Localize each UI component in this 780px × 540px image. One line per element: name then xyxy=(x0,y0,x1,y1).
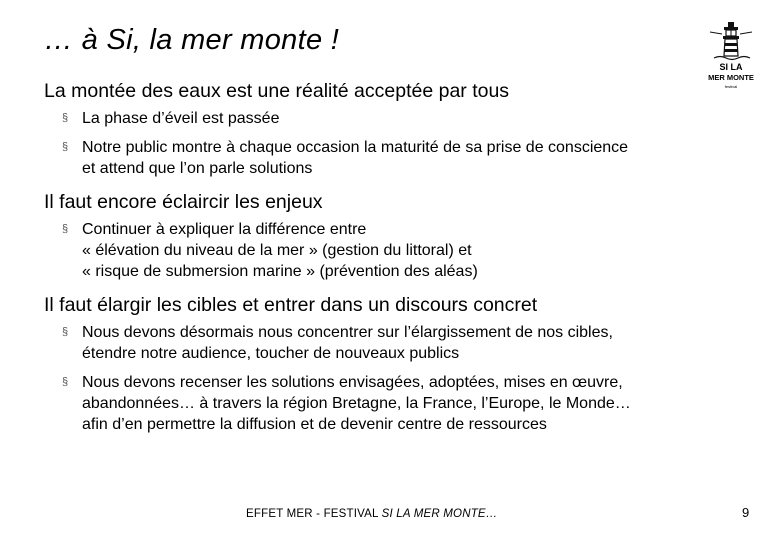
bullet-marker-icon: § xyxy=(62,223,69,235)
bullet-text-line: Notre public montre à chaque occasion la maturité de sa prise de conscience xyxy=(82,139,629,156)
bullet-text-line: Continuer à expliquer la différence entre xyxy=(82,221,367,238)
footer-prefix: EFFET MER - FESTIVAL xyxy=(246,508,382,520)
bullet-text-line: Nous devons recenser les solutions envisagées, adoptées, mises en œuvre, xyxy=(82,374,623,391)
bullet-item xyxy=(44,108,744,129)
section-heading: Il faut élargir les cibles et entrer dans un discours concret xyxy=(44,294,538,316)
footer-festival-name: SI LA MER MONTE… xyxy=(381,508,498,520)
section-heading: Il faut encore éclaircir les enjeux xyxy=(44,191,323,213)
bullet-text-line: abandonnées… à travers la région Bretagne, la France, l’Europe, le Monde… xyxy=(82,395,631,412)
bullet-marker-icon: § xyxy=(62,376,69,388)
section-heading: La montée des eaux est une réalité acceptée par tous xyxy=(44,80,510,102)
bullet-item xyxy=(44,219,744,282)
logo-tagline: festival xyxy=(724,84,738,89)
bullet-text-line: afin d’en permettre la diffusion et de devenir centre de ressources xyxy=(82,416,547,433)
footer xyxy=(246,508,498,520)
bullet-list xyxy=(44,219,744,282)
slide-content xyxy=(44,78,744,443)
bullet-item xyxy=(44,322,744,364)
bullet-text-line: Nous devons désormais nous concentrer sur l’élargissement de nos cibles, xyxy=(82,324,613,341)
bullet-text-line: et attend que l’on parle solutions xyxy=(82,160,313,177)
slide-title: … à Si, la mer monte ! xyxy=(44,24,340,56)
bullet-marker-icon: § xyxy=(62,112,69,124)
bullet-text-line: La phase d’éveil est passée xyxy=(82,110,280,127)
bullet-item xyxy=(44,372,744,435)
bullet-marker-icon: § xyxy=(62,326,69,338)
bullet-list xyxy=(44,108,744,179)
logo-line2: MER MONTE xyxy=(708,73,754,82)
logo-line1: SI LA xyxy=(719,62,743,72)
bullet-text-line: « risque de submersion marine » (prévention des aléas) xyxy=(82,263,478,280)
bullet-text-line: étendre notre audience, toucher de nouveaux publics xyxy=(82,345,460,362)
page-number: 9 xyxy=(742,505,750,520)
bullet-item xyxy=(44,137,744,179)
bullet-list xyxy=(44,322,744,435)
bullet-text-line: « élévation du niveau de la mer » (gestion du littoral) et xyxy=(82,242,472,259)
bullet-marker-icon: § xyxy=(62,141,69,153)
